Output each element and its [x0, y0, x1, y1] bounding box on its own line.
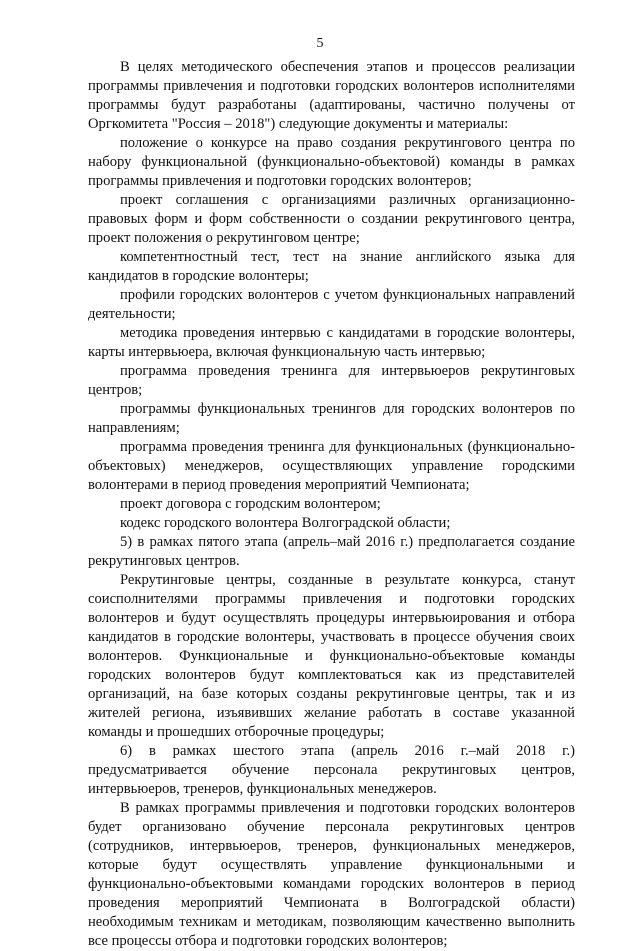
page-number: 5 [316, 36, 324, 51]
paragraph-recruiting-centers: Рекрутинговые центры, созданные в результате конкурса, станут соисполнителями программы привлечения и подготовки городских волонтеров и будут осуществлять процедуры интервьюирования и отбора кандидатов в городские волонтеры, участвовать в процессе обучения своих волонтеров. Функциональные и функционально-объектовые команды городских волонтеров будут комплектоваться как из представителей организаций, на базе которых созданы рекрутинговые центры, так и из жителей региона, изъявивших желание работать в составе указанной команды и прошедших отборочные процедуры; [88, 572, 575, 740]
paragraph-staff-training: В рамках программы привлечения и подготовки городских волонтеров будет организовано обучение персонала рекрутинговых центров (сотрудников, интервьюеров, тренеров, функциональных менеджеров, которые будут осуществлять управление функциональными и функционально-объектовыми командами городских волонтеров в период проведения мероприятий Чемпионата в Волгоградской области) необходимым техникам и методикам, позволяющим качественно выполнить все процессы отбора и подготовки городских волонтеров; [88, 800, 575, 949]
list-item-manager-training: программа проведения тренинга для функциональных (функционально-объектовых) менеджеров, осуществляющих управление городскими волонтерами в период проведения мероприятий Чемпионата; [88, 439, 575, 493]
list-item-interviewer-training: программа проведения тренинга для интервьюеров рекрутинговых центров; [88, 363, 575, 398]
list-item-agreement-draft: проект соглашения с организациями различных организационно-правовых форм и форм собственности о создании рекрутингового центра, проект положения о рекрутинговом центре; [88, 192, 575, 246]
list-item-interview-method: методика проведения интервью с кандидатами в городские волонтеры, карты интервьюера, включая функциональную часть интервью; [88, 325, 575, 360]
list-item-contract-draft: проект договора с городским волонтером; [120, 496, 381, 512]
list-item-competency-test: компетентностный тест, тест на знание английского языка для кандидатов в городские волонтеры; [88, 249, 575, 284]
list-item-competition-regulation: положение о конкурсе на право создания рекрутингового центра по набору функциональной (функционально-объектовой) команды в рамках программы привлечения и подготовки городских волонтеров; [88, 135, 575, 189]
paragraph-stage-6: 6) в рамках шестого этапа (апрель 2016 г.–май 2018 г.) предусматривается обучение персонала рекрутинговых центров, интервьюеров, тренеров, функциональных менеджеров. [88, 743, 575, 797]
document-body [88, 58, 575, 951]
list-item-volunteer-code: кодекс городского волонтера Волгоградской области; [120, 515, 451, 531]
list-item-functional-trainings: программы функциональных тренингов для городских волонтеров по направлениям; [88, 401, 575, 436]
paragraph-stage-5: 5) в рамках пятого этапа (апрель–май 2016 г.) предполагается создание рекрутинговых центров. [88, 534, 575, 569]
list-item-volunteer-profiles: профили городских волонтеров с учетом функциональных направлений деятельности; [88, 287, 575, 322]
paragraph-intro: В целях методического обеспечения этапов и процессов реализации программы привлечения и подготовки городских волонтеров исполнителями программы будут разработаны (адаптированы, частично получены от Оргкомитета "Россия – 2018") следующие документы и материалы: [88, 59, 575, 132]
